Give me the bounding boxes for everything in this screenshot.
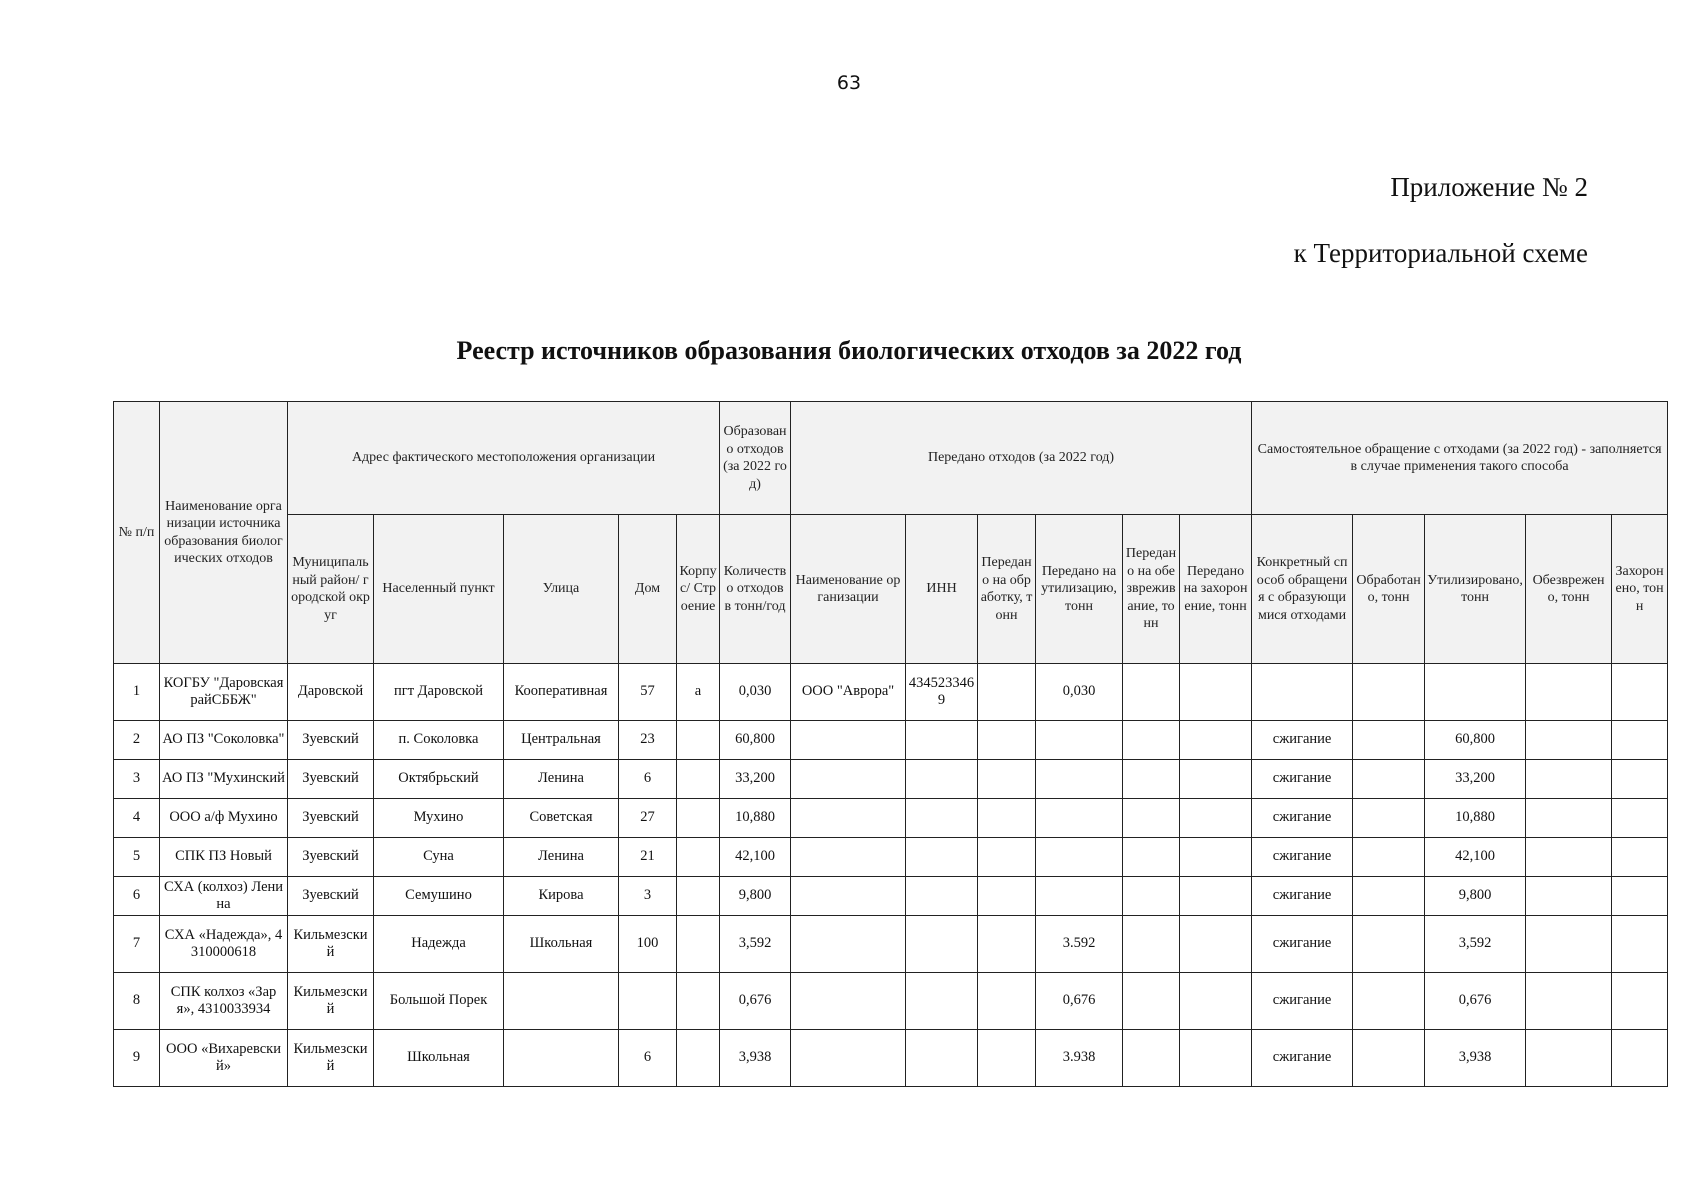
- cell-settlement: Большой Порек: [374, 973, 504, 1030]
- cell-to-neutralization: [1123, 877, 1180, 916]
- cell-buried: [1612, 664, 1668, 721]
- cell-utilized: 42,100: [1425, 838, 1526, 877]
- cell-street: Центральная: [504, 721, 619, 760]
- cell-quantity: 3,938: [720, 1030, 791, 1087]
- cell-quantity: 0,030: [720, 664, 791, 721]
- cell-house: 57: [619, 664, 677, 721]
- document-title: Реестр источников образования биологических отходов за 2022 год: [456, 336, 1242, 365]
- cell-building: [677, 799, 720, 838]
- cell-neutralized: [1526, 838, 1612, 877]
- appendix-label: Приложение № 2: [1390, 172, 1588, 202]
- cell-to-utilization: [1036, 838, 1123, 877]
- cell-recipient-org: [791, 1030, 906, 1087]
- header-processed: Обработано, тонн: [1353, 515, 1425, 664]
- cell-to-processing: [978, 877, 1036, 916]
- cell-method: сжигание: [1252, 760, 1353, 799]
- cell-to-neutralization: [1123, 1030, 1180, 1087]
- cell-org-name: СХА (колхоз) Ленина: [160, 877, 288, 916]
- cell-to-processing: [978, 799, 1036, 838]
- cell-house: 100: [619, 916, 677, 973]
- cell-buried: [1612, 877, 1668, 916]
- cell-inn: [906, 973, 978, 1030]
- cell-municipal: Кильмезский: [288, 916, 374, 973]
- cell-municipal: Зуевский: [288, 760, 374, 799]
- table-row: [114, 973, 1668, 1030]
- cell-recipient-org: [791, 799, 906, 838]
- cell-building: [677, 838, 720, 877]
- cell-num: 9: [114, 1030, 160, 1087]
- cell-building: [677, 1030, 720, 1087]
- header-settlement: Населенный пункт: [374, 515, 504, 664]
- cell-inn: [906, 721, 978, 760]
- cell-street: Кооперативная: [504, 664, 619, 721]
- cell-building: [677, 760, 720, 799]
- cell-utilized: 10,880: [1425, 799, 1526, 838]
- header-to-neutralization: Передано на обезвреживание, тонн: [1123, 515, 1180, 664]
- cell-municipal: Зуевский: [288, 877, 374, 916]
- cell-to-utilization: [1036, 799, 1123, 838]
- cell-to-utilization: 3.938: [1036, 1030, 1123, 1087]
- cell-settlement: Семушино: [374, 877, 504, 916]
- cell-utilized: 3,592: [1425, 916, 1526, 973]
- cell-quantity: 33,200: [720, 760, 791, 799]
- cell-street: Ленина: [504, 760, 619, 799]
- cell-street: Школьная: [504, 916, 619, 973]
- cell-house: 3: [619, 877, 677, 916]
- cell-building: [677, 877, 720, 916]
- cell-num: 1: [114, 664, 160, 721]
- table-row: [114, 799, 1668, 838]
- header-utilized: Утилизировано, тонн: [1425, 515, 1526, 664]
- cell-building: [677, 973, 720, 1030]
- cell-municipal: Зуевский: [288, 838, 374, 877]
- cell-method: сжигание: [1252, 877, 1353, 916]
- cell-inn: [906, 916, 978, 973]
- cell-to-processing: [978, 838, 1036, 877]
- cell-buried: [1612, 916, 1668, 973]
- cell-quantity: 9,800: [720, 877, 791, 916]
- header-address-group: Адрес фактического местоположения организации: [288, 402, 720, 515]
- cell-utilized: 9,800: [1425, 877, 1526, 916]
- cell-utilized: 3,938: [1425, 1030, 1526, 1087]
- cell-neutralized: [1526, 916, 1612, 973]
- cell-num: 6: [114, 877, 160, 916]
- header-inn: ИНН: [906, 515, 978, 664]
- cell-method: сжигание: [1252, 916, 1353, 973]
- cell-street: [504, 973, 619, 1030]
- cell-quantity: 3,592: [720, 916, 791, 973]
- cell-processed: [1353, 838, 1425, 877]
- cell-to-neutralization: [1123, 721, 1180, 760]
- appendix-reference: к Территориальной схеме: [1293, 238, 1588, 268]
- cell-org-name: АО ПЗ "Соколовка": [160, 721, 288, 760]
- header-formed: Образовано отходов (за 2022 год): [720, 402, 791, 515]
- cell-inn: [906, 760, 978, 799]
- cell-to-utilization: 3.592: [1036, 916, 1123, 973]
- cell-org-name: КОГБУ "Даровская райСББЖ": [160, 664, 288, 721]
- cell-utilized: 0,676: [1425, 973, 1526, 1030]
- cell-settlement: Надежда: [374, 916, 504, 973]
- header-municipal: Муниципальный район/ городской округ: [288, 515, 374, 664]
- cell-to-neutralization: [1123, 760, 1180, 799]
- cell-settlement: Мухино: [374, 799, 504, 838]
- cell-to-burial: [1180, 838, 1252, 877]
- cell-to-burial: [1180, 664, 1252, 721]
- table-row: [114, 838, 1668, 877]
- cell-org-name: ООО а/ф Мухино: [160, 799, 288, 838]
- cell-to-burial: [1180, 877, 1252, 916]
- cell-neutralized: [1526, 760, 1612, 799]
- cell-num: 7: [114, 916, 160, 973]
- cell-org-name: СПК ПЗ Новый: [160, 838, 288, 877]
- cell-inn: 4345233469: [906, 664, 978, 721]
- cell-inn: [906, 877, 978, 916]
- cell-neutralized: [1526, 973, 1612, 1030]
- cell-buried: [1612, 721, 1668, 760]
- cell-utilized: 33,200: [1425, 760, 1526, 799]
- table-row: [114, 664, 1668, 721]
- cell-municipal: Зуевский: [288, 799, 374, 838]
- header-self-handling-group: Самостоятельное обращение с отходами (за 2022 год) - заполняется в случае применения такого способа: [1252, 402, 1668, 515]
- header-quantity: Количество отходов в тонн/год: [720, 515, 791, 664]
- cell-house: 23: [619, 721, 677, 760]
- cell-to-processing: [978, 1030, 1036, 1087]
- cell-buried: [1612, 838, 1668, 877]
- registry-body: [114, 664, 1668, 1087]
- cell-street: Советская: [504, 799, 619, 838]
- cell-processed: [1353, 973, 1425, 1030]
- cell-quantity: 10,880: [720, 799, 791, 838]
- cell-quantity: 42,100: [720, 838, 791, 877]
- cell-recipient-org: [791, 916, 906, 973]
- table-row: [114, 1030, 1668, 1087]
- cell-inn: [906, 799, 978, 838]
- table-row: [114, 760, 1668, 799]
- cell-processed: [1353, 721, 1425, 760]
- header-neutralized: Обезврежено, тонн: [1526, 515, 1612, 664]
- cell-method: сжигание: [1252, 799, 1353, 838]
- cell-to-burial: [1180, 760, 1252, 799]
- cell-to-neutralization: [1123, 838, 1180, 877]
- cell-street: Кирова: [504, 877, 619, 916]
- cell-buried: [1612, 1030, 1668, 1087]
- cell-neutralized: [1526, 1030, 1612, 1087]
- cell-building: [677, 721, 720, 760]
- cell-inn: [906, 838, 978, 877]
- cell-settlement: пгт Даровской: [374, 664, 504, 721]
- cell-to-burial: [1180, 1030, 1252, 1087]
- header-transferred-group: Передано отходов (за 2022 год): [791, 402, 1252, 515]
- cell-neutralized: [1526, 877, 1612, 916]
- cell-processed: [1353, 799, 1425, 838]
- cell-recipient-org: [791, 877, 906, 916]
- cell-buried: [1612, 799, 1668, 838]
- cell-house: 6: [619, 1030, 677, 1087]
- cell-neutralized: [1526, 721, 1612, 760]
- cell-quantity: 60,800: [720, 721, 791, 760]
- cell-to-utilization: 0,030: [1036, 664, 1123, 721]
- cell-to-utilization: [1036, 721, 1123, 760]
- header-recipient-org: Наименование организации: [791, 515, 906, 664]
- header-num: № п/п: [114, 402, 160, 664]
- cell-org-name: СПК колхоз «Заря», 4310033934: [160, 973, 288, 1030]
- cell-to-neutralization: [1123, 973, 1180, 1030]
- cell-to-burial: [1180, 721, 1252, 760]
- cell-method: сжигание: [1252, 838, 1353, 877]
- cell-num: 3: [114, 760, 160, 799]
- cell-street: [504, 1030, 619, 1087]
- cell-method: сжигание: [1252, 973, 1353, 1030]
- cell-processed: [1353, 664, 1425, 721]
- cell-house: 6: [619, 760, 677, 799]
- cell-processed: [1353, 1030, 1425, 1087]
- cell-org-name: АО ПЗ "Мухинский: [160, 760, 288, 799]
- cell-quantity: 0,676: [720, 973, 791, 1030]
- cell-to-burial: [1180, 916, 1252, 973]
- table-row: [114, 721, 1668, 760]
- cell-municipal: Зуевский: [288, 721, 374, 760]
- cell-buried: [1612, 973, 1668, 1030]
- cell-building: а: [677, 664, 720, 721]
- cell-to-neutralization: [1123, 916, 1180, 973]
- cell-to-processing: [978, 760, 1036, 799]
- cell-to-processing: [978, 721, 1036, 760]
- cell-method: сжигание: [1252, 721, 1353, 760]
- cell-to-burial: [1180, 973, 1252, 1030]
- header-street: Улица: [504, 515, 619, 664]
- cell-municipal: Кильмезский: [288, 1030, 374, 1087]
- cell-inn: [906, 1030, 978, 1087]
- header-house: Дом: [619, 515, 677, 664]
- cell-house: [619, 973, 677, 1030]
- cell-recipient-org: [791, 973, 906, 1030]
- table-row: [114, 916, 1668, 973]
- cell-to-utilization: 0,676: [1036, 973, 1123, 1030]
- header-org-name: Наименование организации источника образования биологических отходов: [160, 402, 288, 664]
- page-number: 63: [836, 72, 862, 94]
- cell-street: Ленина: [504, 838, 619, 877]
- header-to-utilization: Передано на утилизацию, тонн: [1036, 515, 1123, 664]
- cell-settlement: Школьная: [374, 1030, 504, 1087]
- header-to-processing: Передано на обработку, тонн: [978, 515, 1036, 664]
- cell-neutralized: [1526, 664, 1612, 721]
- table-row: [114, 877, 1668, 916]
- cell-to-utilization: [1036, 877, 1123, 916]
- cell-num: 2: [114, 721, 160, 760]
- cell-processed: [1353, 916, 1425, 973]
- cell-method: [1252, 664, 1353, 721]
- cell-org-name: ООО «Вихаревский»: [160, 1030, 288, 1087]
- cell-buried: [1612, 760, 1668, 799]
- cell-settlement: п. Соколовка: [374, 721, 504, 760]
- cell-num: 4: [114, 799, 160, 838]
- cell-recipient-org: [791, 721, 906, 760]
- cell-to-burial: [1180, 799, 1252, 838]
- waste-registry-table: [113, 401, 1668, 1087]
- cell-processed: [1353, 760, 1425, 799]
- cell-settlement: Суна: [374, 838, 504, 877]
- cell-org-name: СХА «Надежда», 4310000618: [160, 916, 288, 973]
- cell-utilized: 60,800: [1425, 721, 1526, 760]
- cell-municipal: Даровской: [288, 664, 374, 721]
- cell-num: 8: [114, 973, 160, 1030]
- cell-to-utilization: [1036, 760, 1123, 799]
- cell-to-neutralization: [1123, 799, 1180, 838]
- cell-house: 21: [619, 838, 677, 877]
- header-buried: Захоронено, тонн: [1612, 515, 1668, 664]
- cell-house: 27: [619, 799, 677, 838]
- cell-neutralized: [1526, 799, 1612, 838]
- cell-recipient-org: [791, 838, 906, 877]
- cell-processed: [1353, 877, 1425, 916]
- cell-building: [677, 916, 720, 973]
- cell-method: сжигание: [1252, 1030, 1353, 1087]
- cell-municipal: Кильмезский: [288, 973, 374, 1030]
- cell-to-processing: [978, 916, 1036, 973]
- header-method: Конкретный способ обращения с образующимися отходами: [1252, 515, 1353, 664]
- cell-settlement: Октябрьский: [374, 760, 504, 799]
- cell-to-processing: [978, 973, 1036, 1030]
- cell-to-processing: [978, 664, 1036, 721]
- cell-to-neutralization: [1123, 664, 1180, 721]
- cell-recipient-org: [791, 760, 906, 799]
- header-building: Корпус/ Строение: [677, 515, 720, 664]
- cell-recipient-org: ООО "Аврора": [791, 664, 906, 721]
- cell-utilized: [1425, 664, 1526, 721]
- header-to-burial: Передано на захоронение, тонн: [1180, 515, 1252, 664]
- cell-num: 5: [114, 838, 160, 877]
